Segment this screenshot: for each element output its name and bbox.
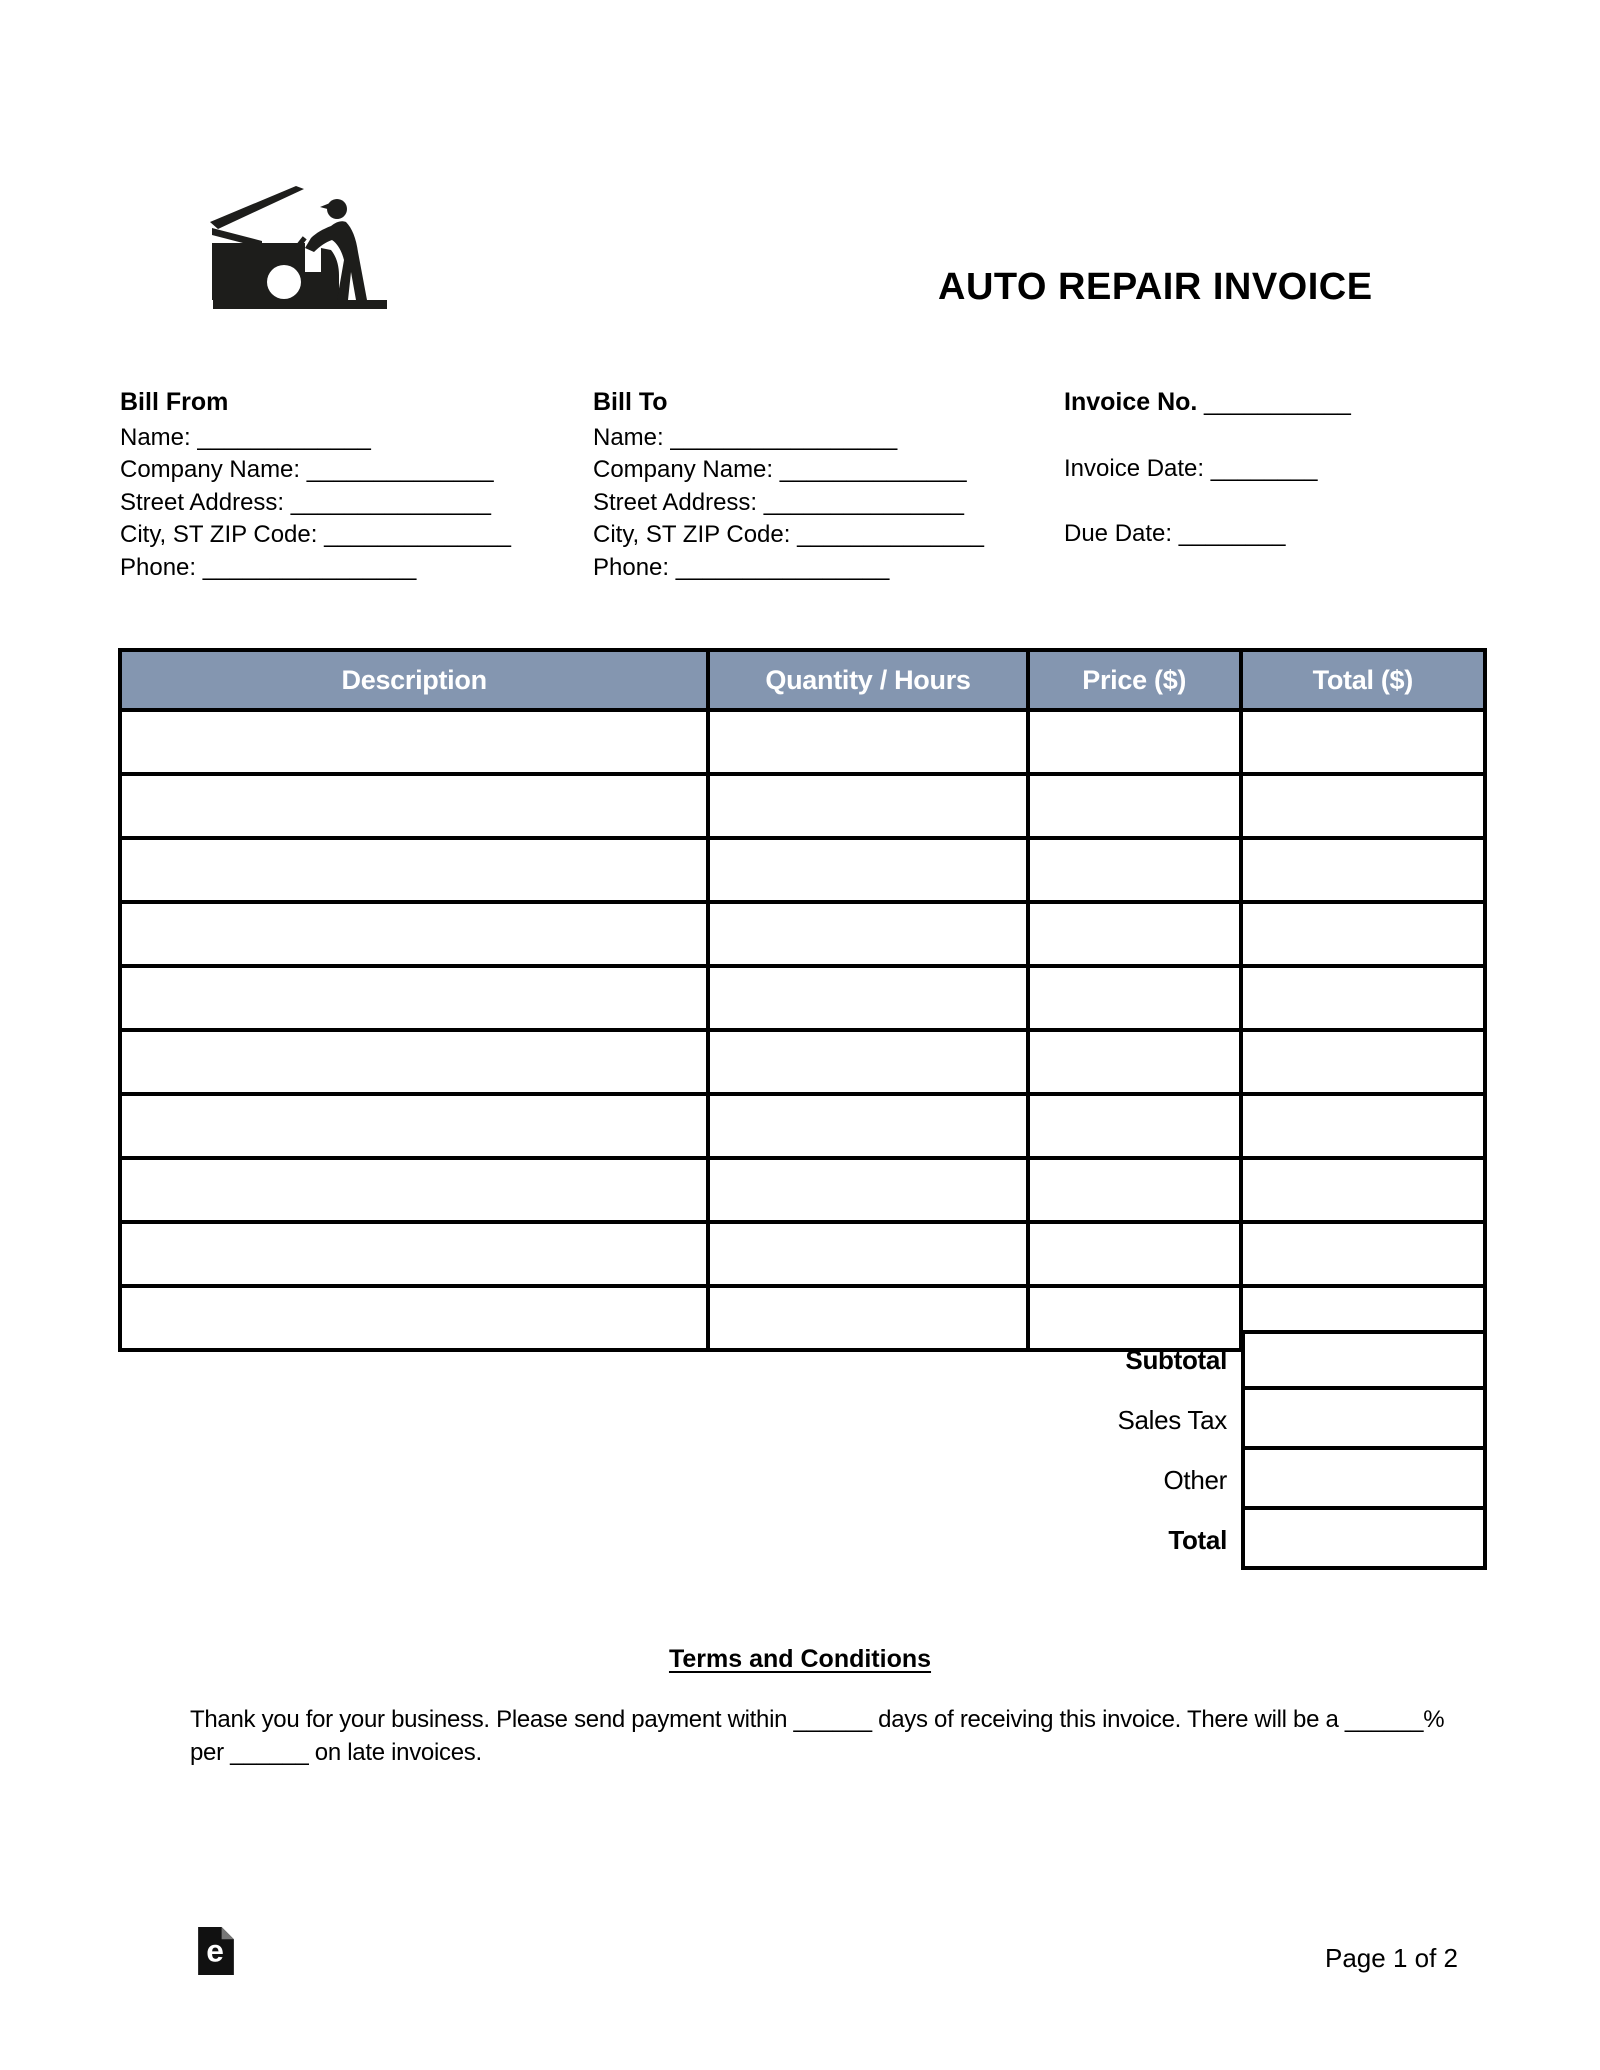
blank-line[interactable]: _______________ <box>290 488 491 516</box>
item-cell[interactable] <box>1241 1030 1485 1094</box>
header-quantity-hours: Quantity / Hours <box>708 650 1027 710</box>
bill-to-phone-field[interactable]: Phone: ________________ <box>593 553 890 581</box>
item-cell[interactable] <box>1241 838 1485 902</box>
item-cell[interactable] <box>708 710 1027 774</box>
item-cell[interactable] <box>708 1094 1027 1158</box>
blank-line[interactable]: _______________ <box>763 488 964 516</box>
item-row <box>120 1094 1485 1158</box>
bill-to-city-field[interactable]: City, ST ZIP Code: ______________ <box>593 521 984 548</box>
eforms-document-icon <box>198 1927 234 1975</box>
item-row <box>120 1030 1485 1094</box>
item-cell[interactable] <box>708 838 1027 902</box>
item-cell[interactable] <box>708 902 1027 966</box>
item-cell[interactable] <box>1241 1222 1485 1286</box>
bill-from-city-field[interactable]: City, ST ZIP Code: ______________ <box>120 521 511 548</box>
item-row <box>120 902 1485 966</box>
blank-line[interactable]: _____________ <box>197 423 371 451</box>
total-value-cell[interactable] <box>1241 1506 1487 1570</box>
item-row <box>120 774 1485 838</box>
item-cell[interactable] <box>1241 1094 1485 1158</box>
line-items-table <box>118 648 1487 1352</box>
item-cell[interactable] <box>120 1030 708 1094</box>
other-label: Other <box>1163 1464 1227 1495</box>
item-cell[interactable] <box>1241 966 1485 1030</box>
blank-line[interactable]: _________________ <box>670 423 898 451</box>
sales-tax-value-cell[interactable] <box>1241 1386 1487 1450</box>
bill-from-street-field[interactable]: Street Address: _______________ <box>120 488 491 516</box>
header-description: Description <box>120 650 708 710</box>
item-cell[interactable] <box>1241 1158 1485 1222</box>
svg-text:e: e <box>206 1932 224 1969</box>
item-cell[interactable] <box>708 1222 1027 1286</box>
invoice-number-field[interactable]: Invoice No. ___________ <box>1064 388 1351 416</box>
item-cell[interactable] <box>708 966 1027 1030</box>
subtotal-row <box>118 1330 1487 1390</box>
sales-tax-row <box>118 1390 1487 1450</box>
other-value-cell[interactable] <box>1241 1446 1487 1510</box>
item-cell[interactable] <box>708 1158 1027 1222</box>
auto-mechanic-logo <box>210 185 390 312</box>
summary-section <box>118 1330 1487 1570</box>
item-cell[interactable] <box>1028 1158 1241 1222</box>
page-title: AUTO REPAIR INVOICE <box>938 266 1373 308</box>
bill-to-section <box>593 386 1033 584</box>
bill-from-company-field[interactable]: Company Name: ______________ <box>120 456 494 483</box>
bill-to-heading: Bill To <box>593 388 668 416</box>
item-cell[interactable] <box>1241 710 1485 774</box>
item-cell[interactable] <box>120 710 708 774</box>
blank-line[interactable]: ______________ <box>324 521 511 548</box>
item-row <box>120 838 1485 902</box>
item-row <box>120 1158 1485 1222</box>
blank-line[interactable]: ________________ <box>202 553 417 581</box>
item-cell[interactable] <box>1028 902 1241 966</box>
item-cell[interactable] <box>1028 1222 1241 1286</box>
bill-from-section <box>120 386 560 584</box>
bill-from-heading: Bill From <box>120 388 229 416</box>
item-cell[interactable] <box>1028 710 1241 774</box>
page-number: Page 1 of 2 <box>1325 1943 1458 1973</box>
subtotal-label: Subtotal <box>1125 1344 1227 1375</box>
item-row <box>120 966 1485 1030</box>
other-row <box>118 1450 1487 1510</box>
terms-body-text: Thank you for your business. Please send payment within ______ days of receiving this invoice. There will be a ______% per ______ on late invoices. <box>190 1706 1445 1766</box>
item-cell[interactable] <box>120 902 708 966</box>
bill-to-company-field[interactable]: Company Name: ______________ <box>593 456 967 483</box>
item-cell[interactable] <box>120 1094 708 1158</box>
total-label: Total <box>1168 1524 1227 1555</box>
blank-line[interactable]: ________ <box>1210 454 1318 482</box>
due-date-field[interactable]: Due Date: ________ <box>1064 520 1286 547</box>
blank-line[interactable]: ______________ <box>797 521 984 548</box>
items-header-row <box>120 650 1485 710</box>
blank-line[interactable]: ________________ <box>675 553 890 581</box>
item-cell[interactable] <box>1241 902 1485 966</box>
invoice-meta-section <box>1064 386 1484 584</box>
item-cell[interactable] <box>120 966 708 1030</box>
header-total: Total ($) <box>1241 650 1485 710</box>
subtotal-value-cell[interactable] <box>1241 1330 1487 1390</box>
bill-to-street-field[interactable]: Street Address: _______________ <box>593 488 964 516</box>
blank-line[interactable]: ______________ <box>306 456 494 483</box>
mechanic-car-icon <box>210 185 390 312</box>
blank-line[interactable]: ________ <box>1178 520 1286 547</box>
item-cell[interactable] <box>120 838 708 902</box>
blank-line[interactable]: ______________ <box>779 456 967 483</box>
item-cell[interactable] <box>120 1158 708 1222</box>
eforms-logo <box>198 1927 234 1975</box>
item-cell[interactable] <box>708 1030 1027 1094</box>
blank-line[interactable]: ___________ <box>1204 389 1351 416</box>
item-row <box>120 710 1485 774</box>
bill-from-name-field[interactable]: Name: _____________ <box>120 423 371 451</box>
terms-heading: Terms and Conditions <box>668 1645 932 1673</box>
item-cell[interactable] <box>1028 838 1241 902</box>
item-cell[interactable] <box>1241 774 1485 838</box>
item-cell[interactable] <box>1028 774 1241 838</box>
item-cell[interactable] <box>120 774 708 838</box>
item-cell[interactable] <box>1028 966 1241 1030</box>
bill-to-name-field[interactable]: Name: _________________ <box>593 423 898 451</box>
item-cell[interactable] <box>708 774 1027 838</box>
item-row <box>120 1222 1485 1286</box>
item-cell[interactable] <box>1028 1094 1241 1158</box>
total-row <box>118 1510 1487 1570</box>
item-cell[interactable] <box>120 1222 708 1286</box>
invoice-date-field[interactable]: Invoice Date: ________ <box>1064 454 1318 482</box>
bill-from-phone-field[interactable]: Phone: ________________ <box>120 553 417 581</box>
header-price: Price ($) <box>1028 650 1241 710</box>
item-cell[interactable] <box>1028 1030 1241 1094</box>
sales-tax-label: Sales Tax <box>1117 1404 1227 1435</box>
